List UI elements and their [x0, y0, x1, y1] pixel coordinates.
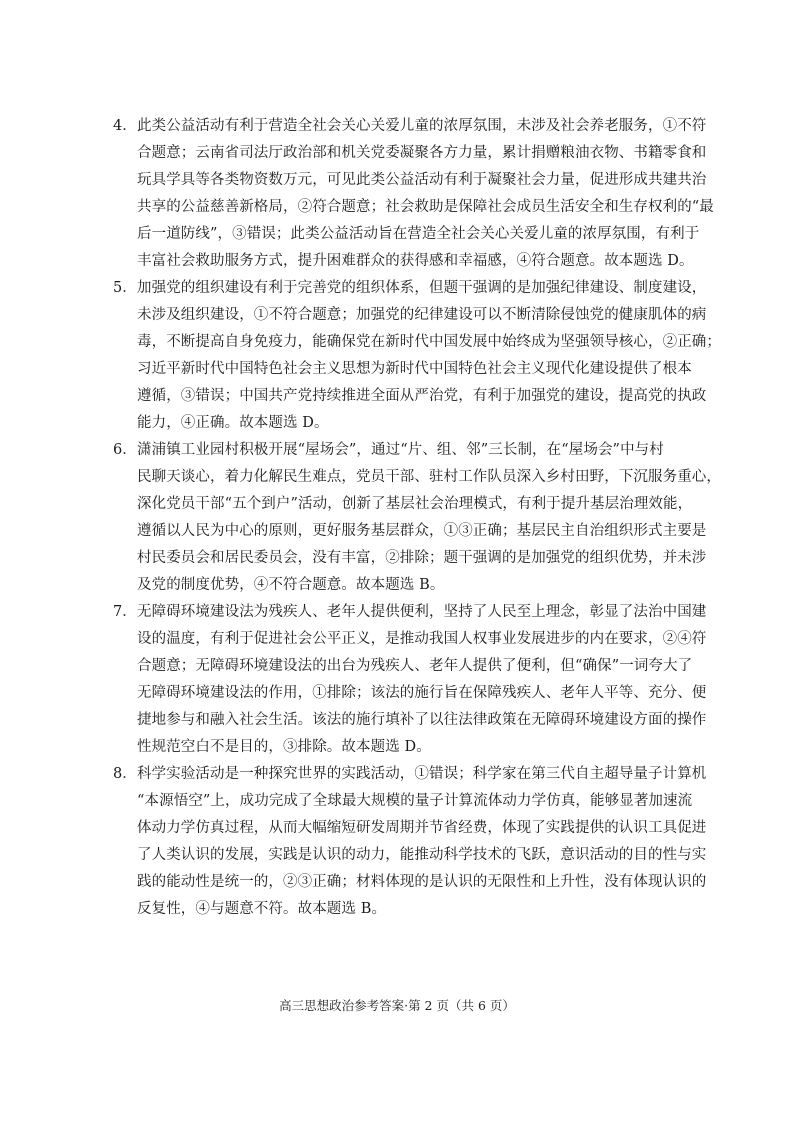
answer-explanation — [137, 761, 706, 923]
question-number: 6． — [113, 442, 137, 458]
explanation-line: 村民委员会和居民委员会，没有丰富，②排除；题干强调的是加强党的组织优势，并未涉 — [137, 550, 707, 566]
explanation-line: 民聊天谈心，着力化解民生难点，党员干部、驻村工作队员深入乡村田野，下沉服务重心， — [137, 469, 721, 485]
explanation-line: 深化党员干部“五个到户”活动，创新了基层社会治理模式，有利于提升基层治理效能， — [137, 496, 693, 512]
explanation-line: 后一道防线”，③错误；此类公益活动旨在营造全社会关心关爱儿童的浓厚氛围，有利于 — [137, 226, 700, 242]
answer-content — [113, 113, 721, 923]
explanation-line: 无障碍环境建设法的作用，①排除；该法的施行旨在保障残疾人、老年人平等、充分、便 — [137, 685, 707, 701]
explanation-line: 性规范空白不是目的，③排除。故本题选 D。 — [137, 739, 431, 755]
explanation-line: “本源悟空”上，成功完成了全球最大规模的量子计算流体动力学仿真，能够显著加速流 — [137, 793, 693, 809]
question-7-answer — [113, 599, 707, 761]
question-number: 4． — [113, 118, 137, 134]
explanation-line: 设的温度，有利于促进社会公平正义，是推动我国人权事业发展进步的内在要求，②④符 — [137, 631, 707, 647]
question-5-answer — [113, 275, 721, 437]
explanation-line: 加强党的组织建设有利于完善党的组织体系，但题干强调的是加强纪律建设、制度建设， — [137, 280, 707, 296]
answer-explanation — [137, 113, 714, 275]
explanation-line: 未涉及组织建设，①不符合题意；加强党的纪律建设可以不断清除侵蚀党的健康肌体的病 — [137, 307, 707, 323]
question-number: 8． — [113, 766, 137, 782]
explanation-line: 潇浦镇工业园村积极开展“屋场会”，通过“片、组、邻”三长制，在“屋场会”中与村 — [137, 442, 664, 458]
explanation-line: 玩具学具等各类物资数万元，可见此类公益活动有利于凝聚社会力量，促进形成共建共治 — [137, 172, 707, 188]
question-4-answer — [113, 113, 714, 275]
question-8-answer — [113, 761, 707, 923]
answer-explanation — [137, 599, 706, 761]
answer-explanation — [137, 437, 721, 599]
explanation-line: 共享的公益慈善新格局，②符合题意；社会救助是保障社会成员生活安全和生存权利的“最 — [137, 199, 714, 215]
explanation-line: 合题意；无障碍环境建设法的出台为残疾人、老年人提供了便利，但“确保”一词夸大了 — [137, 658, 693, 674]
question-number: 7． — [113, 604, 137, 620]
explanation-line: 体动力学仿真过程，从而大幅缩短研发周期并节省经费，体现了实践提供的认识工具促进 — [137, 820, 707, 836]
question-number: 5． — [113, 280, 137, 296]
explanation-line: 毒，不断提高自身免疫力，能确保党在新时代中国发展中始终成为坚强领导核心，②正确； — [137, 334, 721, 350]
explanation-line: 能力，④正确。故本题选 D。 — [137, 415, 329, 431]
explanation-line: 遵循以人民为中心的原则，更好服务基层群众，①③正确；基层民主自治组织形式主要是 — [137, 523, 707, 539]
explanation-line: 合题意；云南省司法厅政治部和机关党委凝聚各方力量，累计捐赠粮油衣物、书籍零食和 — [137, 145, 707, 161]
explanation-line: 此类公益活动有利于营造全社会关心关爱儿童的浓厚氛围，未涉及社会养老服务，①不符 — [137, 118, 707, 134]
explanation-line: 及党的制度优势，④不符合题意。故本题选 B。 — [137, 577, 445, 593]
explanation-line: 习近平新时代中国特色社会主义思想为新时代中国特色社会主义现代化建设提供了根本 — [137, 361, 692, 377]
explanation-line: 捷地参与和融入社会生活。该法的施行填补了以往法律政策在无障碍环境建设方面的操作 — [137, 712, 707, 728]
page-footer: 高三思想政治参考答案·第 2 页（共 6 页） — [279, 998, 515, 1013]
explanation-line: 遵循，③错误；中国共产党持续推进全面从严治党，有利于加强党的建设，提高党的执政 — [137, 388, 707, 404]
explanation-line: 践的能动性是统一的，②③正确；材料体现的是认识的无限性和上升性，没有体现认识的 — [137, 874, 707, 890]
explanation-line: 丰富社会救助服务方式，提升困难群众的获得感和幸福感，④符合题意。故本题选 D。 — [137, 253, 694, 269]
explanation-line: 了人类认识的发展，实践是认识的动力，能推动科学技术的飞跃，意识活动的目的性与实 — [137, 847, 707, 863]
explanation-line: 无障碍环境建设法为残疾人、老年人提供便利，坚持了人民至上理念，彰显了法治中国建 — [137, 604, 707, 620]
answer-explanation — [137, 275, 721, 437]
question-6-answer — [113, 437, 721, 599]
explanation-line: 反复性，④与题意不符。故本题选 B。 — [137, 901, 387, 917]
explanation-line: 科学实验活动是一种探究世界的实践活动，①错误；科学家在第三代自主超导量子计算机 — [137, 766, 707, 782]
